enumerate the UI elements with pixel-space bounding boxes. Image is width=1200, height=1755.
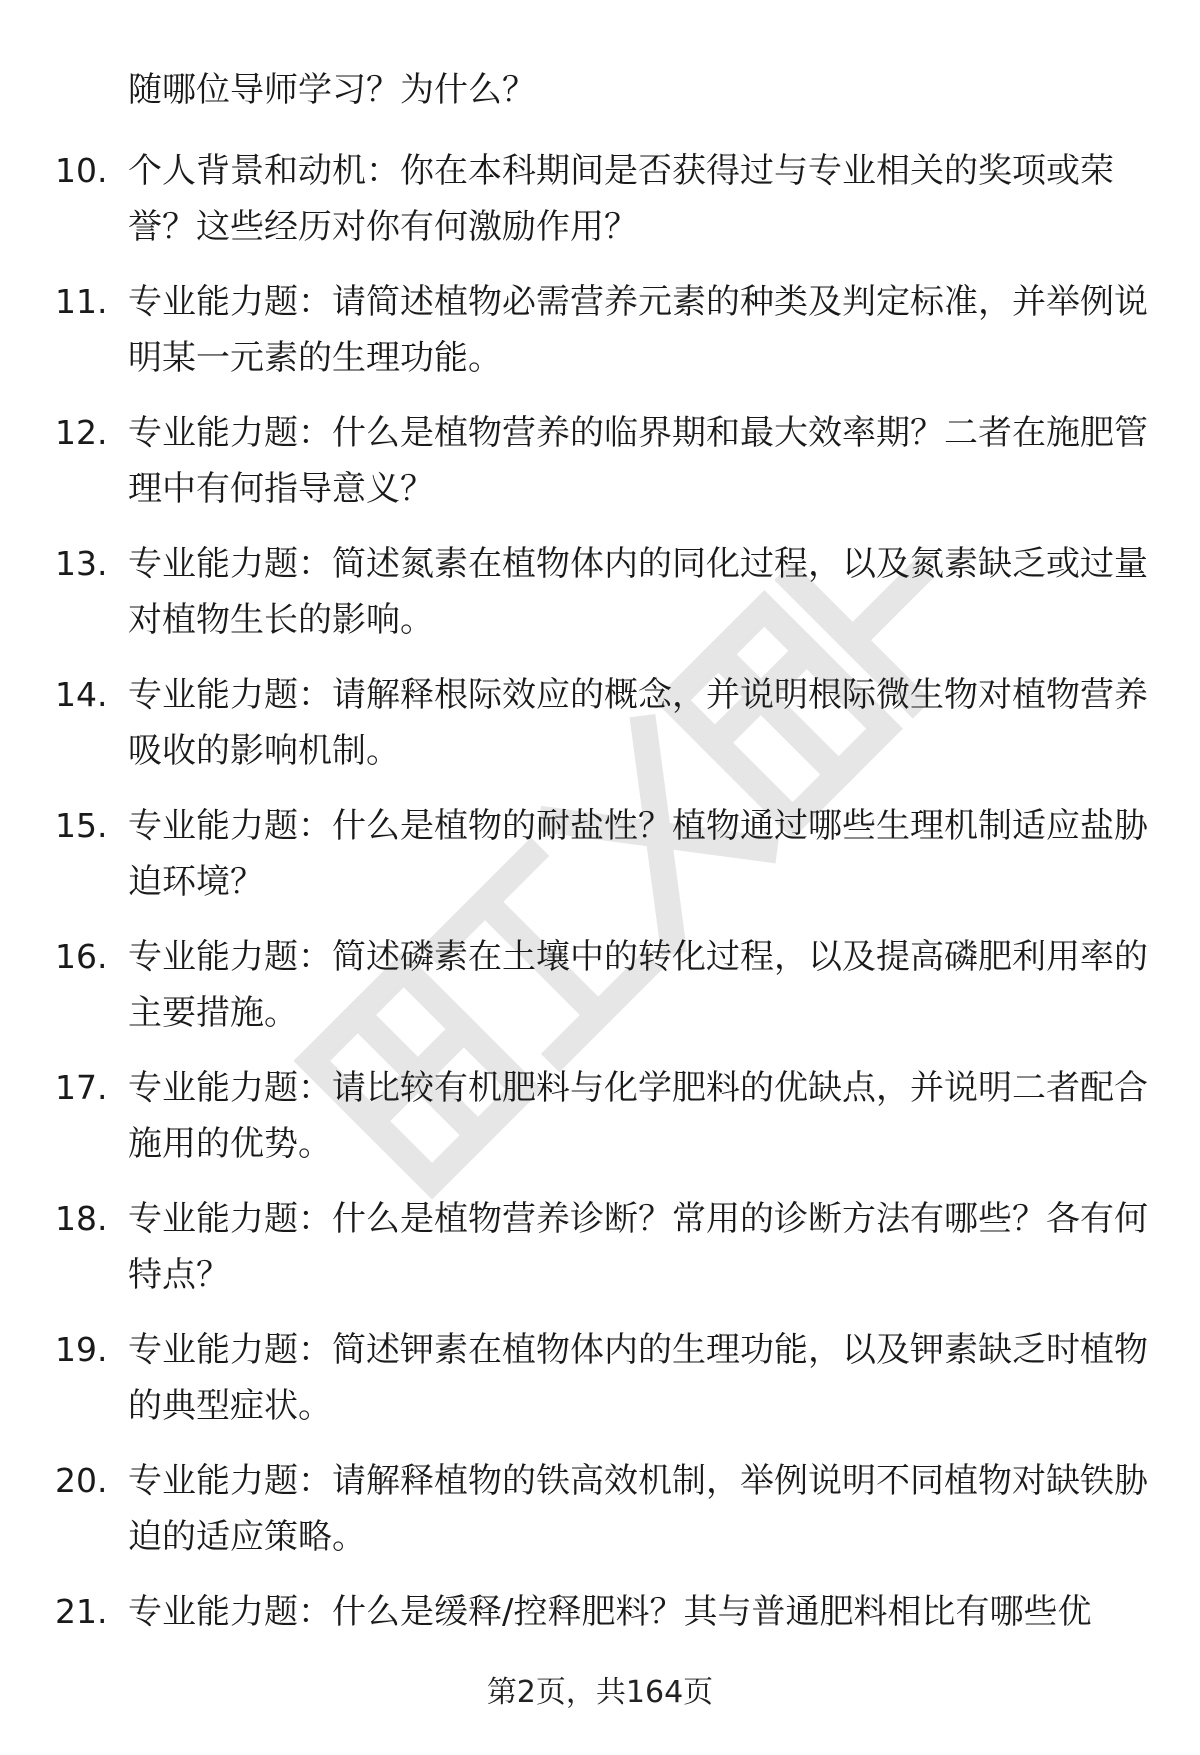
question-text: 专业能力题：请解释植物的铁高效机制，举例说明不同植物对缺铁胁迫的适应策略。 bbox=[128, 1461, 1148, 1557]
question-text: 专业能力题：请简述植物必需营养元素的种类及判定标准，并举例说明某一元素的生理功能。 bbox=[128, 282, 1148, 378]
question-text: 专业能力题：简述钾素在植物体内的生理功能，以及钾素缺乏时植物的典型症状。 bbox=[128, 1330, 1148, 1426]
question-number: 13. bbox=[55, 544, 108, 583]
question-number: 17. bbox=[55, 1068, 108, 1107]
question-number: 14. bbox=[55, 675, 108, 714]
question-number: 20. bbox=[55, 1461, 108, 1500]
question-item bbox=[0, 1191, 1200, 1322]
question-text: 专业能力题：什么是植物营养的临界期和最大效率期？二者在施肥管理中有何指导意义？ bbox=[128, 413, 1148, 509]
question-text: 专业能力题：简述氮素在植物体内的同化过程，以及氮素缺乏或过量对植物生长的影响。 bbox=[128, 544, 1148, 640]
question-item bbox=[0, 798, 1200, 929]
question-item bbox=[0, 405, 1200, 536]
question-text: 专业能力题：请比较有机肥料与化学肥料的优缺点，并说明二者配合施用的优势。 bbox=[128, 1068, 1148, 1164]
question-item bbox=[0, 1322, 1200, 1453]
question-number: 18. bbox=[55, 1199, 108, 1238]
question-text: 个人背景和动机：你在本科期间是否获得过与专业相关的奖项或荣誉？这些经历对你有何激励作用？ bbox=[128, 151, 1114, 247]
question-number: 11. bbox=[55, 282, 108, 321]
question-text: 专业能力题：什么是植物的耐盐性？植物通过哪些生理机制适应盐胁迫环境？ bbox=[128, 806, 1148, 902]
question-number: 16. bbox=[55, 937, 108, 976]
page-number-footer: 第2页，共164页 bbox=[486, 1675, 714, 1710]
question-number: 21. bbox=[55, 1592, 108, 1631]
question-number: 12. bbox=[55, 413, 108, 452]
question-text: 专业能力题：请解释根际效应的概念，并说明根际微生物对植物营养吸收的影响机制。 bbox=[128, 675, 1148, 771]
question-item bbox=[0, 929, 1200, 1060]
question-number: 19. bbox=[55, 1330, 108, 1369]
question-item bbox=[0, 143, 1200, 274]
question-item bbox=[0, 274, 1200, 405]
question-text: 专业能力题：什么是植物营养诊断？常用的诊断方法有哪些？各有何特点？ bbox=[128, 1199, 1148, 1295]
question-item bbox=[0, 536, 1200, 667]
question-text: 专业能力题：什么是缓释/控释肥料？其与普通肥料相比有哪些优 bbox=[128, 1592, 1092, 1632]
question-item bbox=[0, 1060, 1200, 1191]
question-number: 10. bbox=[55, 151, 108, 190]
question-item bbox=[0, 667, 1200, 798]
continued-question-text: 随哪位导师学习？为什么？ bbox=[128, 70, 536, 110]
question-list bbox=[0, 143, 1200, 1715]
question-item bbox=[0, 1453, 1200, 1584]
question-number: 15. bbox=[55, 806, 108, 845]
question-text: 专业能力题：简述磷素在土壤中的转化过程，以及提高磷肥利用率的主要措施。 bbox=[128, 937, 1148, 1033]
